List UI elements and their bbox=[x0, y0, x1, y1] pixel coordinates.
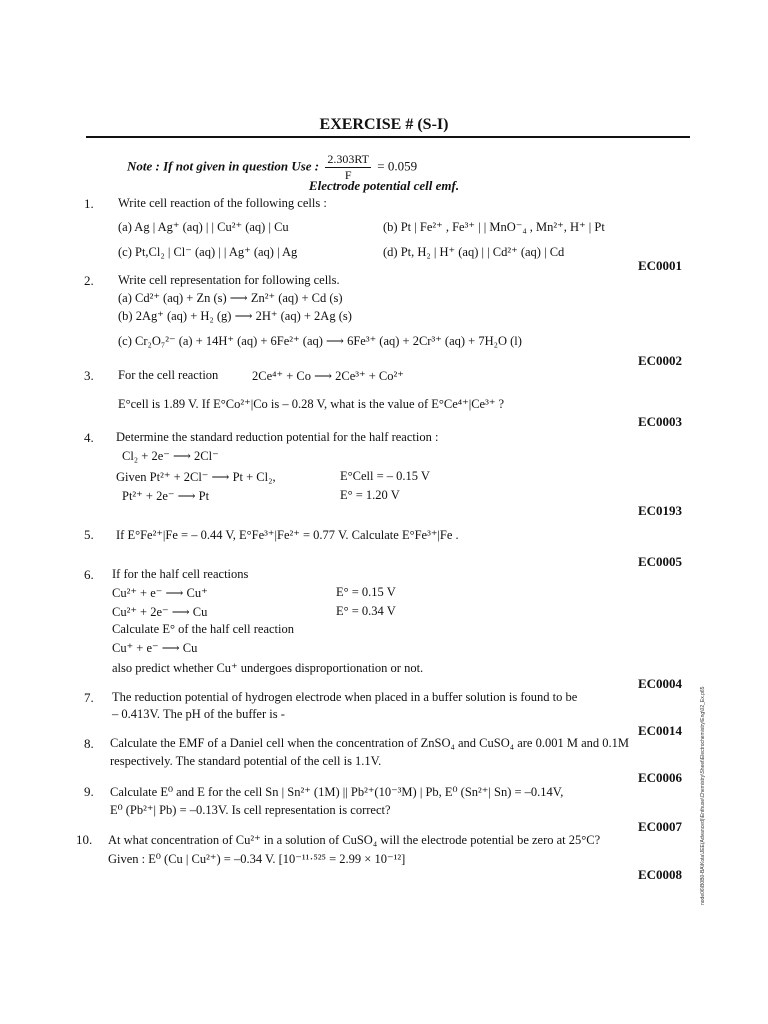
fraction-numerator: 2.303RT bbox=[327, 152, 369, 166]
q4-code: EC0193 bbox=[637, 503, 682, 518]
q10-line-1: At what concentration of Cu²⁺ in a solution of CuSO₄ will the electrode potential be zero at 25°C? bbox=[108, 833, 601, 847]
margin-file-path: node06\B0B0-BA\Kota\JEE(Advanced)\Enthuse\Chemistry\Sheet\Electrochemistry\Eng\02_Ex.p65 bbox=[700, 686, 706, 905]
q2-option-b: (b) 2Ag⁺ (aq) + H₂ (g) ⟶ 2H⁺ (aq) + 2Ag (s) bbox=[118, 309, 352, 323]
q8-code: EC0006 bbox=[637, 770, 682, 785]
q7-line-2: – 0.413V. The pH of the buffer is - bbox=[112, 707, 285, 721]
q6-instruction: Calculate E° of the half cell reaction bbox=[112, 622, 294, 636]
q4-prompt: Determine the standard reduction potential for the half reaction : bbox=[116, 430, 439, 444]
note-label: Note : If not given in question Use : bbox=[127, 158, 320, 174]
q10-code: EC0008 bbox=[637, 867, 682, 882]
q6-followup: also predict whether Cu⁺ undergoes disproportionation or not. bbox=[112, 661, 424, 675]
q8-number: 8. bbox=[84, 736, 94, 751]
q1-option-d: (d) Pt, H₂ | H⁺ (aq) | | Cd²⁺ (aq) | Cd bbox=[383, 245, 565, 259]
q1-option-b: (b) Pt | Fe²⁺ , Fe³⁺ | | MnO⁻₄ , Mn²⁺, H⁺ | Pt bbox=[383, 220, 605, 234]
q7-number: 7. bbox=[84, 690, 94, 705]
q5-code: EC0005 bbox=[637, 554, 682, 569]
q9-code: EC0007 bbox=[637, 819, 682, 834]
q2-code: EC0002 bbox=[637, 353, 682, 368]
q7-line-1: The reduction potential of hydrogen electrode when placed in a buffer solution is found to be bbox=[112, 690, 578, 704]
q1-option-c: (c) Pt,Cl₂ | Cl⁻ (aq) | | Ag⁺ (aq) | Ag bbox=[118, 245, 298, 259]
q4-reaction-1: Cl₂ + 2e⁻ ⟶ 2Cl⁻ bbox=[122, 449, 219, 463]
q8-line-1: Calculate the EMF of a Daniel cell when the concentration of ZnSO₄ and CuSO₄ are 0.001 M and 0.1M bbox=[110, 736, 630, 750]
q3-prompt: For the cell reaction bbox=[118, 368, 219, 382]
page-title: EXERCISE # (S-I) bbox=[319, 116, 449, 133]
q3-reaction: 2Ce⁴⁺ + Co ⟶ 2Ce³⁺ + Co²⁺ bbox=[252, 369, 404, 383]
q4-reaction-2: Given Pt²⁺ + 2Cl⁻ ⟶ Pt + Cl₂, bbox=[116, 470, 276, 484]
q4-reaction-3: Pt²⁺ + 2e⁻ ⟶ Pt bbox=[122, 489, 210, 503]
q6-number: 6. bbox=[84, 567, 94, 582]
q9-number: 9. bbox=[84, 784, 94, 799]
q4-potential-3: E° = 1.20 V bbox=[340, 488, 400, 502]
q5-text: If E°Fe²⁺|Fe = – 0.44 V, E°Fe³⁺|Fe²⁺ = 0.77 V. Calculate E°Fe³⁺|Fe . bbox=[116, 528, 459, 542]
q5-number: 5. bbox=[84, 527, 94, 542]
q6-prompt: If for the half cell reactions bbox=[112, 567, 249, 581]
q8-line-2: respectively. The standard potential of the cell is 1.1V. bbox=[110, 754, 382, 768]
q10-line-2: Given : E⁰ (Cu | Cu²⁺) = –0.34 V. [10⁻¹¹·⁵²⁵ = 2.99 × 10⁻¹²] bbox=[108, 852, 406, 866]
q1-prompt: Write cell reaction of the following cells : bbox=[118, 196, 327, 210]
q4-number: 4. bbox=[84, 430, 94, 445]
q3-statement: E°cell is 1.89 V. If E°Co²⁺|Co is – 0.28 V, what is the value of E°Ce⁴⁺|Ce³⁺ ? bbox=[118, 397, 505, 411]
q6-code: EC0004 bbox=[637, 676, 682, 691]
q6-potential-1: E° = 0.15 V bbox=[336, 585, 396, 599]
section-subheading: Electrode potential cell emf. bbox=[308, 178, 460, 193]
q2-number: 2. bbox=[84, 273, 94, 288]
q4-potential-2: E°Cell = – 0.15 V bbox=[340, 469, 430, 483]
fraction-denominator: F bbox=[344, 168, 352, 182]
q2-prompt: Write cell representation for following cells. bbox=[118, 273, 340, 287]
q1-code: EC0001 bbox=[637, 258, 682, 273]
q9-line-1: Calculate E⁰ and E for the cell Sn | Sn²⁺ (1M) || Pb²⁺(10⁻³M) | Pb, E⁰ (Sn²⁺| Sn) = –0.14V, bbox=[110, 785, 564, 799]
q10-number: 10. bbox=[76, 832, 93, 847]
q2-option-c: (c) Cr₂O₇²⁻ (a) + 14H⁺ (aq) + 6Fe²⁺ (aq) ⟶ 6Fe³⁺ (aq) + 2Cr³⁺ (aq) + 7H₂O (l) bbox=[118, 334, 522, 348]
q1-number: 1. bbox=[84, 196, 94, 211]
q3-number: 3. bbox=[84, 368, 94, 383]
q6-reaction-1: Cu²⁺ + e⁻ ⟶ Cu⁺ bbox=[112, 586, 208, 600]
q7-code: EC0014 bbox=[637, 723, 682, 738]
q9-line-2: E⁰ (Pb²⁺| Pb) = –0.13V. Is cell representation is correct? bbox=[110, 803, 391, 817]
q6-potential-2: E° = 0.34 V bbox=[336, 604, 396, 618]
q1-option-a: (a) Ag | Ag⁺ (aq) | | Cu²⁺ (aq) | Cu bbox=[118, 220, 289, 234]
q3-code: EC0003 bbox=[637, 414, 682, 429]
q6-reaction-2: Cu²⁺ + 2e⁻ ⟶ Cu bbox=[112, 605, 208, 619]
q2-option-a: (a) Cd²⁺ (aq) + Zn (s) ⟶ Zn²⁺ (aq) + Cd (s) bbox=[118, 291, 343, 305]
note-value: = 0.059 bbox=[377, 158, 418, 174]
title-rule bbox=[86, 136, 690, 138]
q6-reaction-3: Cu⁺ + e⁻ ⟶ Cu bbox=[112, 641, 198, 655]
